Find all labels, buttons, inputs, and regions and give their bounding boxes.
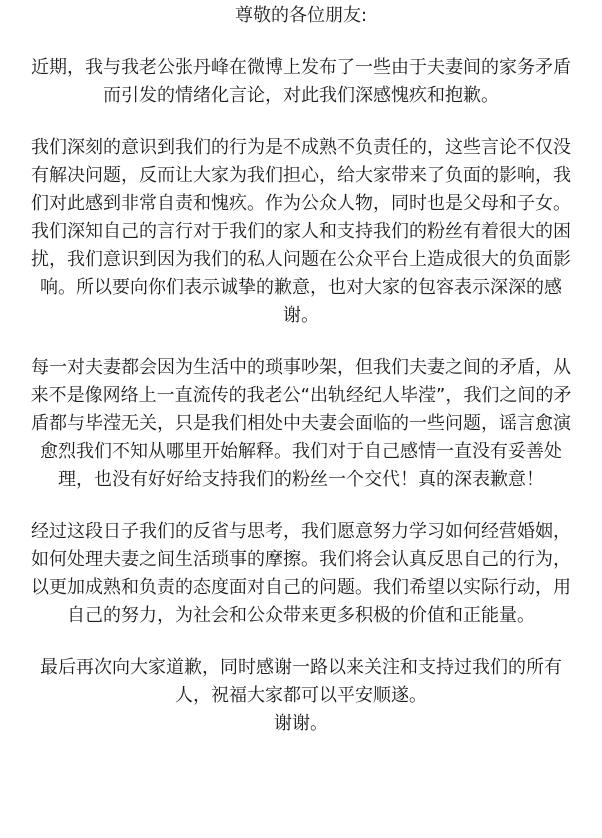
letter-paragraph-2: 我们深刻的意识到我们的行为是不成熟不负责任的，这些言论不仅没有解决问题，反而让大家为我们担心，给大家带来了负面的影响，我们对此感到非常自责和愧疚。作为公众人物，同时也是父母和子女。我们深知自己的言行对于我们的家人和支持我们的粉丝有着很大的困扰，我们意识到因为我们的私人问题在公众平台上造成很大的负面影响。所以要向你们表示诚挚的歉意，也对大家的包容表示深深的感谢。 [31,137,571,326]
paragraph-gap [24,330,578,354]
letter-closing: 谢谢。 [274,713,328,734]
paragraph-gap [24,30,578,54]
paragraph-gap [24,110,578,134]
letter-paragraph-5: 最后再次向大家道歉，同时感谢一路以来关注和支持过我们的所有人，祝福大家都可以平安顺遂。 [40,657,562,706]
paragraph-gap [24,494,578,518]
letter-paragraph-1: 近期，我与我老公张丹峰在微博上发布了一些由于夫妻间的家务矛盾而引发的情绪化言论，对此我们深感愧疚和抱歉。 [31,57,571,106]
letter-paragraph-3: 每一对夫妻都会因为生活中的琐事吵架，但我们夫妻之间的矛盾，从来不是像网络上一直流传的我老公“出轨经纪人毕滢”，我们之间的矛盾都与毕滢无关，只是我们相处中夫妻会面临的一些问题，谣言愈演愈烈我们不知从哪里开始解释。我们对于自己感情一直没有妥善处理，也没有好好给支持我们的粉丝一个交代！真的深表歉意！ [30,357,572,490]
letter-paragraph-4: 经过这段日子我们的反省与思考，我们愿意努力学习如何经营婚姻，如何处理夫妻之间生活琐事的摩擦。我们将会认真反思自己的行为，以更加成熟和负责的态度面对自己的问题。我们希望以实际行动，用自己的努力，为社会和公众带来更多积极的价值和正能量。 [31,521,571,626]
paragraph-gap [24,630,578,654]
letter-greeting: 尊敬的各位朋友: [234,5,368,26]
